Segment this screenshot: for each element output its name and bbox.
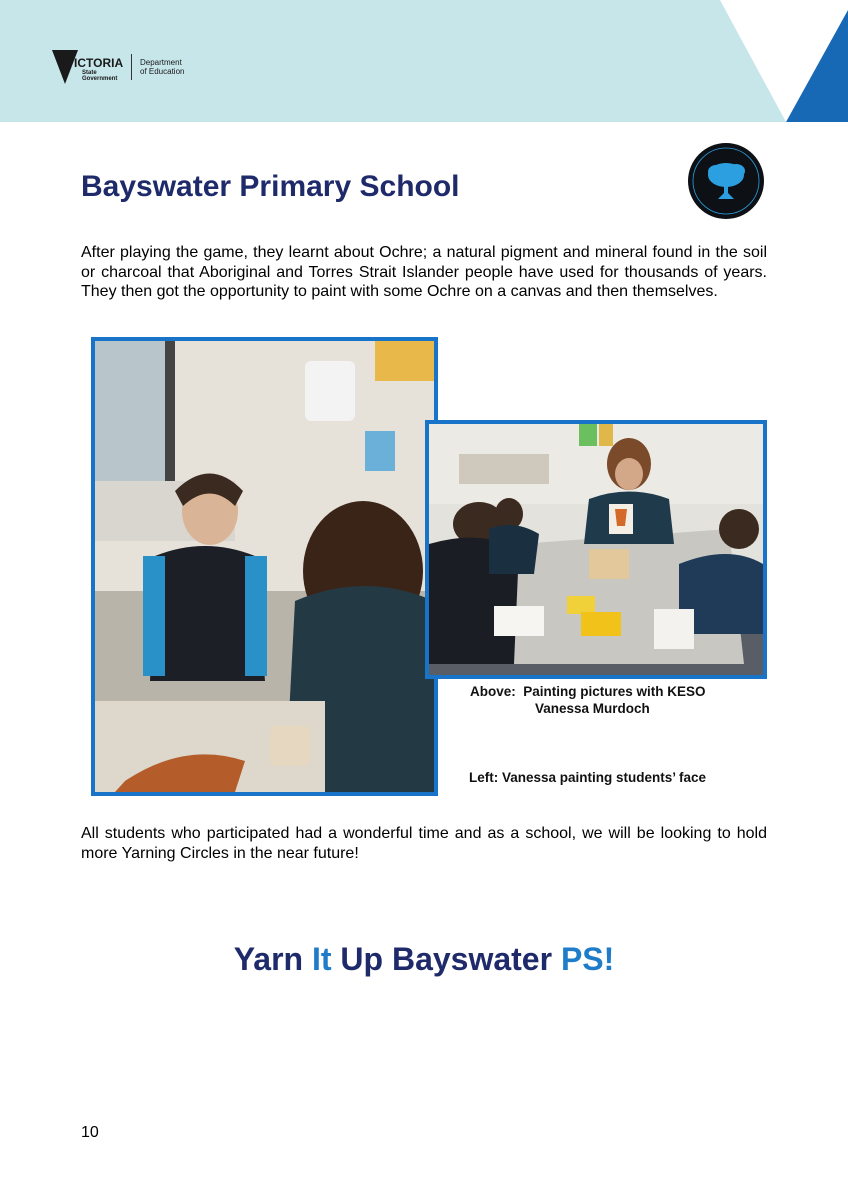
page-number: 10: [81, 1124, 99, 1141]
page-title: Bayswater Primary School: [81, 170, 460, 203]
department-line-2: of Education: [140, 67, 185, 76]
closing-paragraph: All students who participated had a wonderful time and as a school, we will be looking to hold more Yarning Circles in the near future!: [81, 825, 767, 862]
header-corner-shapes: [0, 0, 848, 122]
brand-sub-1: State: [82, 70, 97, 76]
caption-above-line-1: Above: Painting pictures with KESO: [470, 684, 706, 699]
photo-face-painting: [91, 337, 438, 796]
photo-painting-pictures: [425, 420, 767, 679]
logo-divider: [131, 54, 132, 80]
caption-left: Left: Vanessa painting students’ face: [469, 770, 707, 785]
caption-above-line-2: Vanessa Murdoch: [535, 701, 650, 716]
brand-main: VICTORIA: [66, 56, 124, 70]
slogan: [0, 941, 848, 978]
tree-icon: [708, 163, 745, 199]
department-line-1: Department: [140, 58, 182, 67]
slogan-part-2: It: [311, 941, 332, 977]
brand-sub-2: Government: [82, 76, 118, 82]
slogan-part-3: Up Bayswater: [331, 941, 561, 977]
intro-paragraph: After playing the game, they learnt about Ochre; a natural pigment and mineral found in the soil or charcoal that Aboriginal and Torres Strait Islander people have used for thousands of years. They then got the opportunity to paint with some Ochre on a canvas and then themselves.: [81, 244, 767, 300]
slogan-part-4: PS!: [560, 941, 615, 977]
slogan-part-1: Yarn: [233, 941, 312, 977]
school-badge: [688, 143, 764, 219]
